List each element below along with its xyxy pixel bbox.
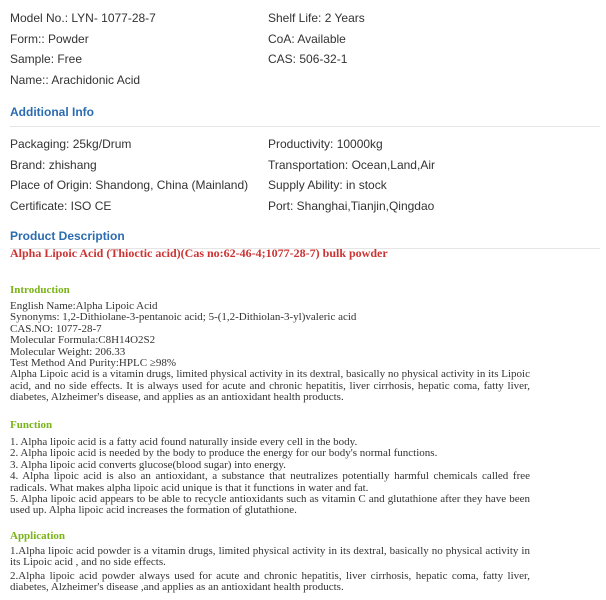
application-item: 2.Alpha lipoic acid powder always used for acute and chronic hepatitis, liver cirrhosis, hepatic coma, fatty liver, diabetes, Alzheimer's disease ,and applies as an antioxidant health products. [10,569,530,594]
spec-coa: CoA: Available [268,31,346,46]
application-item: 1.Alpha lipoic acid powder is a vitamin drugs, limited physical activity in its dextral, basically no physical activity in its Lipoic acid , and no side effects. [10,545,530,569]
divider [10,126,600,127]
function-item: 2. Alpha lipoic acid is needed by the body to produce the energy for our body's normal functions. [10,447,438,460]
application-heading: Application [10,530,66,542]
spec-row [10,134,600,155]
spec-shelf-life: Shelf Life: 2 Years [268,11,365,25]
introduction-body [10,301,530,404]
spec-row [10,49,600,70]
introduction-heading: Introduction [10,284,70,296]
spec-table-basic [10,8,600,90]
application-body [10,546,530,594]
spec-place-of-origin: Place of Origin: Shandong, China (Mainland) [10,178,249,192]
spec-row [10,175,600,196]
spec-supply-ability: Supply Ability: in stock [268,178,387,192]
function-body [10,437,530,517]
spec-brand: Brand: zhishang [10,157,97,172]
spec-form: Form:: Powder [10,31,89,46]
intro-cas-no: CAS.NO: 1077-28-7 [10,322,102,335]
intro-paragraph: Alpha Lipoic acid is a vitamin drugs, limited physical activity in its dextral, basically no physical activity in its Lipoic acid, and no side effects. It is always used for acute and chronic hepatitis, liver cirrhosis, hepatic coma, fatty liver, diabetes, Alzheimer's disease, and applies as an antioxidant health products. [10,368,530,404]
spec-row [10,70,600,91]
spec-row [10,8,600,29]
spec-port: Port: Shanghai,Tianjin,Qingdao [268,198,435,213]
spec-table-additional [10,134,600,216]
spec-row [10,155,600,176]
spec-row [10,29,600,50]
function-heading: Function [10,419,53,431]
function-item: 4. Alpha lipoic acid is also an antioxidant, a substance that neutralizes potentially harmful chemicals called free radicals. What makes alpha lipoic acid unique is that it functions in water and fat. [10,470,530,494]
product-title: Alpha Lipoic Acid (Thioctic acid)(Cas no:62-46-4;1077-28-7) bulk powder [10,246,388,260]
spec-packaging: Packaging: 25kg/Drum [10,137,132,151]
function-item: 3. Alpha lipoic acid converts glucose(blood sugar) into energy. [10,458,286,471]
additional-info-title: Additional Info [10,105,94,119]
spec-productivity: Productivity: 10000kg [268,137,383,151]
spec-model-no: Model No.: LYN- 1077-28-7 [10,11,156,25]
intro-molecular-formula: Molecular Formula:C8H14O2S2 [10,334,156,347]
intro-english-name: English Name:Alpha Lipoic Acid [10,300,158,312]
product-description-title: Product Description [10,229,125,243]
intro-test-method: Test Method And Purity:HPLC ≥98% [10,357,176,370]
spec-sample: Sample: Free [10,52,83,66]
spec-transportation: Transportation: Ocean,Land,Air [268,157,435,172]
spec-name: Name:: Arachidonic Acid [10,72,141,87]
function-item: 5. Alpha lipoic acid appears to be able to recycle antioxidants such as vitamin C and glutathione after they have been used up. Alpha lipoic acid increases the formation of glutathione. [10,493,530,517]
intro-synonyms: Synonyms: 1,2-Dithiolane-3-pentanoic acid; 5-(1,2-Dithiolan-3-yl)valeric acid [10,311,357,324]
spec-certificate: Certificate: ISO CE [10,198,112,213]
intro-molecular-weight: Molecular Weight: 206.33 [10,345,126,358]
spec-cas: CAS: 506-32-1 [268,52,348,66]
function-item: 1. Alpha lipoic acid is a fatty acid found naturally inside every cell in the body. [10,436,358,448]
spec-row [10,196,600,217]
